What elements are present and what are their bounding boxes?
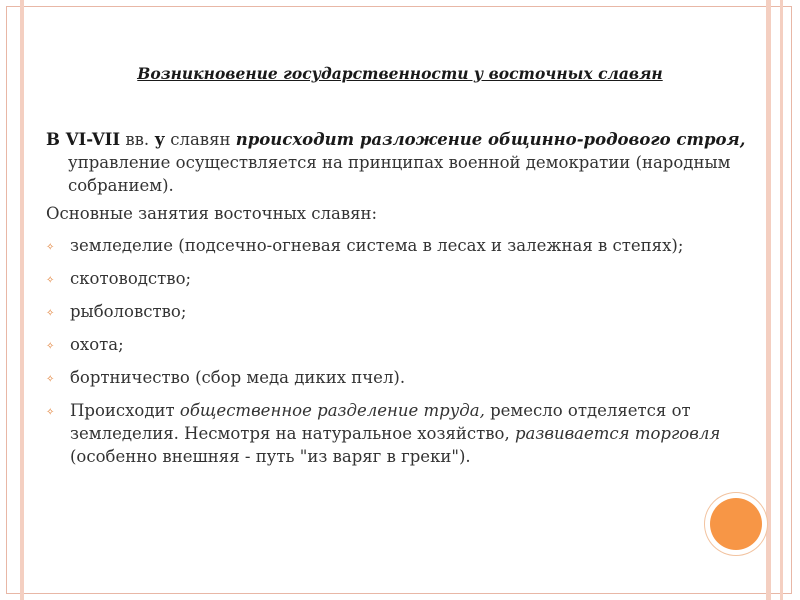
bullet-icon: ✧	[46, 308, 55, 319]
bullet-icon: ✧	[46, 275, 55, 286]
intro-paragraph	[46, 128, 766, 197]
division-text-3: (особенно внешняя - путь "из варяг в греки").	[70, 447, 471, 466]
bullet-icon: ✧	[46, 341, 55, 352]
list-item	[46, 234, 766, 257]
list-item-text: охота;	[70, 335, 124, 354]
intro-text-1: вв.	[120, 130, 155, 149]
occupations-list	[46, 234, 766, 468]
intro-emphasis: происходит разложение общинно-родового строя,	[235, 130, 746, 149]
list-item	[46, 300, 766, 323]
decorative-stripe-right-thin	[780, 0, 783, 600]
list-item-division-of-labor	[46, 399, 766, 468]
intro-text-3: славян	[165, 130, 236, 149]
division-text-1: Происходит	[70, 401, 180, 420]
list-item-text: бортничество (сбор меда диких пчел).	[70, 368, 406, 387]
occupations-heading: Основные занятия восточных славян:	[46, 204, 378, 223]
decorative-stripe-right	[766, 0, 771, 600]
intro-text-4: управление осуществляется на принципах военной демократии (народным собранием).	[68, 153, 731, 195]
intro-century: В VI-VII	[46, 130, 121, 149]
list-item	[46, 366, 766, 389]
division-text-2: ремесло отделяется от земледелия. Несмотря на натуральное хозяйство,	[70, 401, 691, 443]
list-item	[46, 267, 766, 290]
decorative-stripe-left	[20, 0, 24, 600]
list-item-text: скотоводство;	[70, 269, 192, 288]
list-item-text: земледелие (подсечно-огневая система в лесах и залежная в степях);	[70, 236, 684, 255]
list-item	[46, 333, 766, 356]
slide-body	[46, 128, 766, 478]
division-emphasis-1: общественное разделение труда,	[179, 401, 485, 420]
bullet-icon: ✧	[46, 242, 55, 253]
slide-title: Возникновение государственности у восточных славян	[137, 64, 663, 83]
list-item-text: рыболовство;	[70, 302, 187, 321]
bullet-icon: ✧	[46, 374, 55, 385]
division-emphasis-2: развивается торговля	[514, 424, 721, 443]
intro-text-2: у	[154, 130, 165, 149]
decorative-circle	[710, 498, 762, 550]
bullet-icon: ✧	[46, 407, 55, 418]
